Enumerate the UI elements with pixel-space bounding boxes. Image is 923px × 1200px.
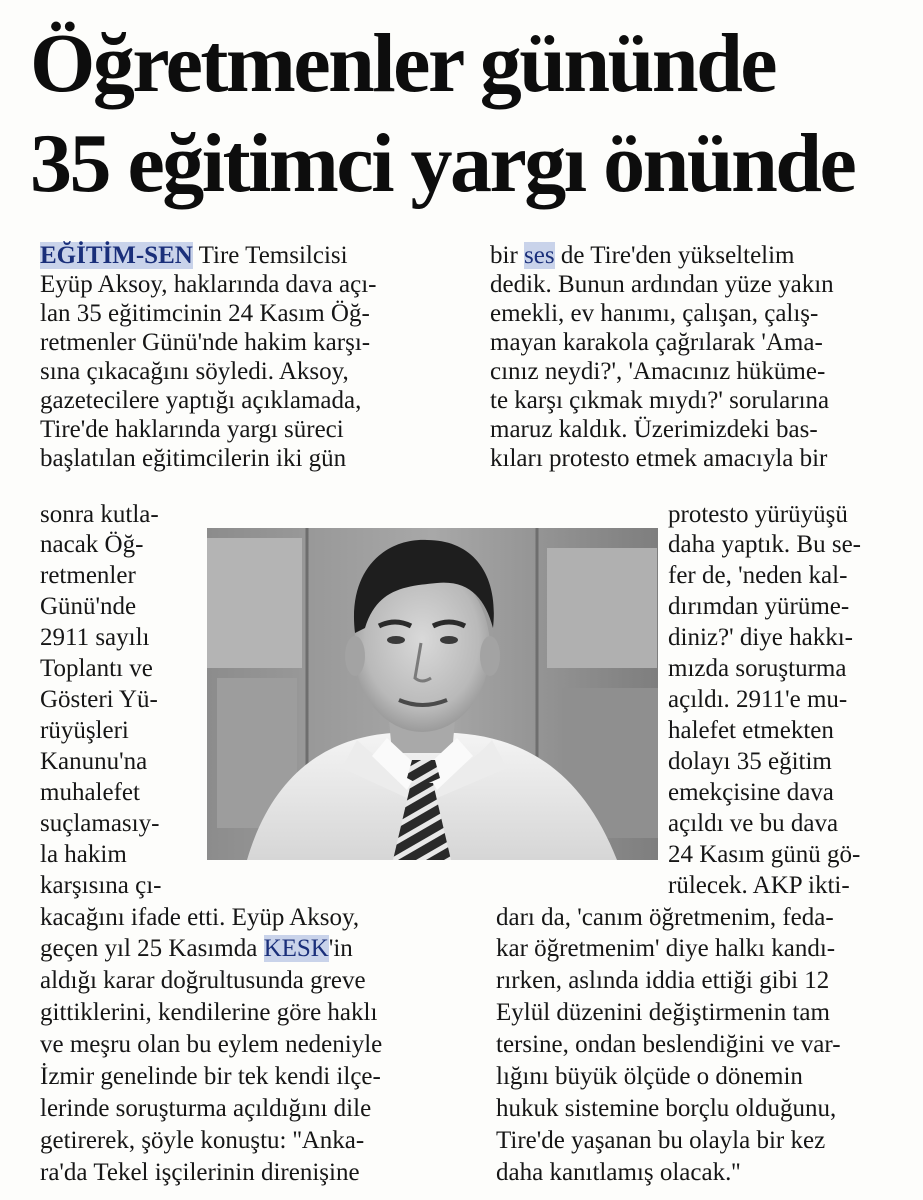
article-line: geçen yıl 25 Kasımda KESK'in: [40, 935, 353, 962]
article-line: karşısına çı-: [40, 872, 162, 899]
article-line: daha yaptık. Bu se-: [668, 531, 862, 558]
article-line: fer de, 'neden kal-: [668, 562, 848, 589]
article-line: lan 35 eğitimcinin 24 Kasım Öğ-: [40, 300, 370, 327]
article-line: mızda soruşturma: [668, 655, 847, 682]
article-line: muhalefet: [40, 779, 140, 806]
article-line: aldığı karar doğrultusunda greve: [40, 967, 366, 994]
highlight-eğitim-sen: EĞİTİM-SEN: [40, 242, 193, 269]
article-line: hukuk sistemine borçlu olduğunu,: [496, 1095, 837, 1122]
article-line: mayan karakola çağrılarak 'Ama-: [490, 329, 823, 356]
article-line: kar öğretmenim' diye halkı kandı-: [496, 935, 836, 962]
article-line: diniz?' diye hakkı-: [668, 624, 853, 651]
article-line: halefet etmekten: [668, 717, 834, 744]
article-line: dedik. Bunun ardından yüze yakın: [490, 271, 834, 298]
article-line: Tire'de haklarında yargı süreci: [40, 416, 344, 443]
article-line: nacak Öğ-: [40, 531, 144, 558]
article-line: Günü'nde: [40, 593, 137, 620]
article-line: Tire'de yaşanan bu olayla bir kez: [496, 1127, 826, 1154]
article-line: açıldı ve bu dava: [668, 810, 839, 837]
article-line: EĞİTİM-SEN Tire Temsilcisi: [40, 242, 348, 269]
article-line: bir ses de Tire'den yükseltelim: [490, 242, 795, 269]
article-line: 2911 sayılı: [40, 624, 150, 651]
article-line: Eyüp Aksoy, haklarında dava açı-: [40, 271, 377, 298]
article-line: rülecek. AKP ikti-: [668, 872, 850, 899]
article-line: kıları protesto etmek amacıyla bir: [490, 445, 828, 472]
article-line: Kanunu'na: [40, 748, 148, 775]
article-line: lerinde soruşturma açıldığını dile: [40, 1095, 372, 1122]
highlight-ses: ses: [524, 242, 555, 269]
article-line: 24 Kasım günü gö-: [668, 841, 861, 868]
headline: [30, 14, 910, 214]
article-line: Eylül düzenini değiştirmenin tam: [496, 999, 830, 1026]
article-line: dolayı 35 eğitim: [668, 748, 832, 775]
article-line: rırken, aslında iddia ettiği gibi 12: [496, 967, 830, 994]
article-line: retmenler Günü'nde hakim karşı-: [40, 329, 371, 356]
article-line: getirerek, şöyle konuştu: ''Anka-: [40, 1127, 365, 1154]
article-line: ra'da Tekel işçilerinin direnişine: [40, 1159, 360, 1186]
article-line: darı da, 'canım öğretmenim, feda-: [496, 904, 834, 931]
article-line: emekçisine dava: [668, 779, 834, 806]
highlight-kesk: KESK: [263, 935, 329, 962]
article-line: la hakim: [40, 841, 127, 868]
article-line: emekli, ev hanımı, çalışan, çalış-: [490, 300, 819, 327]
article-line: Gösteri Yü-: [40, 686, 158, 713]
article-line: Toplantı ve: [40, 655, 153, 682]
article-line: dırımdan yürüme-: [668, 593, 850, 620]
portrait-photo-icon: [207, 528, 658, 860]
article-line: gazetecilere yaptığı açıklamada,: [40, 387, 362, 414]
article-line: sına çıkacağını söyledi. Aksoy,: [40, 358, 349, 385]
article-line: maruz kaldık. Üzerimizdeki bas-: [490, 416, 818, 443]
article-line: İzmir genelinde bir tek kendi ilçe-: [40, 1063, 381, 1090]
article-line: tersine, ondan beslendiğini ve var-: [496, 1031, 841, 1058]
headline-line-2: 35 eğitimci yargı önünde: [30, 117, 855, 210]
article-line: sonra kutla-: [40, 501, 159, 528]
article-line: gittiklerini, kendilerine göre haklı: [40, 999, 378, 1026]
article-line: açıldı. 2911'e mu-: [668, 686, 848, 713]
article-line: daha kanıtlamış olacak.'': [496, 1159, 741, 1186]
article-line: te karşı çıkmak mıydı?' sorularına: [490, 387, 830, 414]
article-line: suçlamasıy-: [40, 810, 160, 837]
portrait-photo: [207, 528, 658, 860]
article-line: lığını büyük ölçüde o dönemin: [496, 1063, 803, 1090]
article-line: ve meşru olan bu eylem nedeniyle: [40, 1031, 383, 1058]
article-line: başlatılan eğitimcilerin iki gün: [40, 445, 347, 472]
article-line: kacağını ifade etti. Eyüp Aksoy,: [40, 904, 360, 931]
article-line: cınız neydi?', 'Amacınız hüküme-: [490, 358, 826, 385]
article-line: retmenler: [40, 562, 136, 589]
article-line: protesto yürüyüşü: [668, 501, 848, 528]
article-line: rüyüşleri: [40, 717, 129, 744]
headline-line-1: Öğretmenler gününde: [30, 17, 776, 110]
